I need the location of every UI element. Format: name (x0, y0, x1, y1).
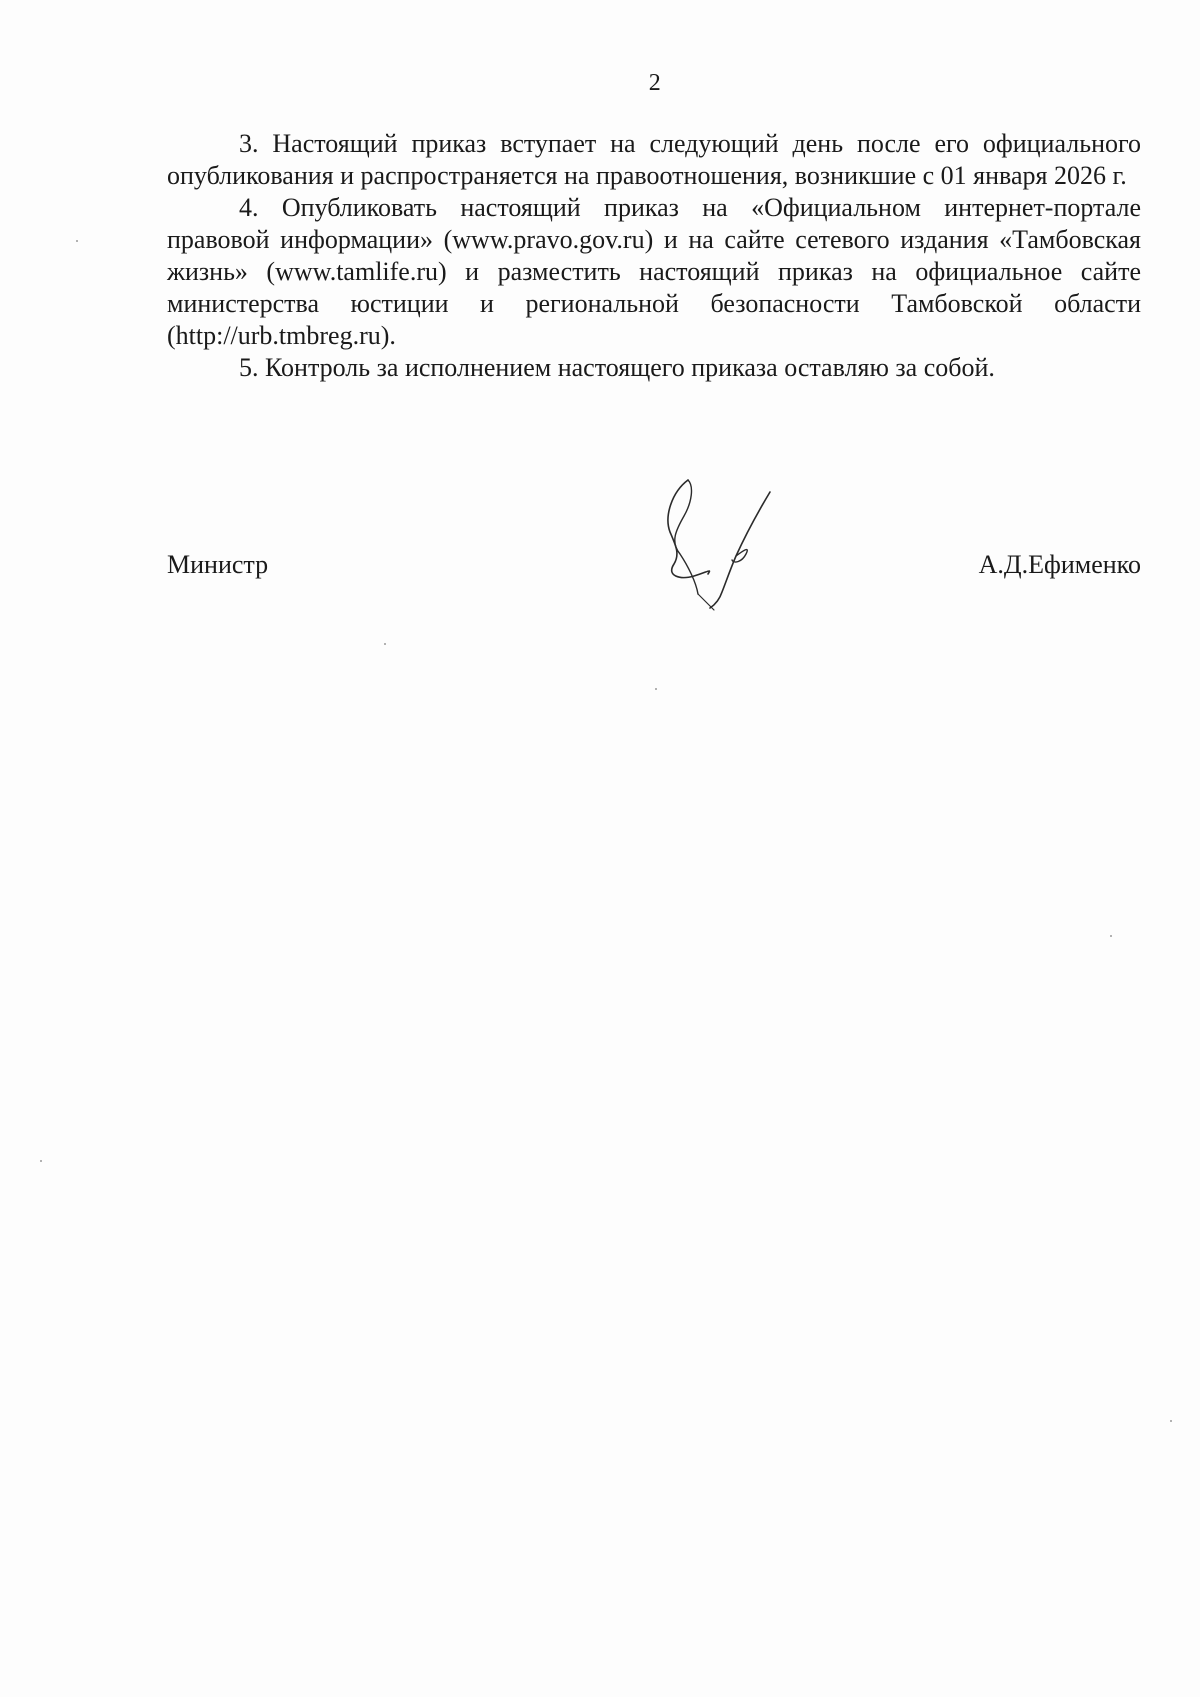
paragraph-control: 5. Контроль за исполнением настоящего приказа оставляю за собой. (239, 353, 995, 382)
scan-speck (76, 240, 78, 242)
paragraph-effective-date: 3. Настоящий приказ вступает на следующий день после его официального опубликования и распространяется на правоотношения, возникшие с 01 января 2026 г. (167, 129, 1141, 190)
document-body (167, 128, 1141, 384)
scan-speck (40, 1160, 42, 1162)
signature-block (167, 545, 1141, 585)
scan-speck (1110, 935, 1112, 937)
paragraph-publication: 4. Опубликовать настоящий приказ на «Официальном интернет-портале правовой информации» (www.pravo.gov.ru) и на сайте сетевого издания «Тамбовская жизнь» (www.tamlife.ru) и разместить настоящий приказ на официальное сайте министерства юстиции и региональной безопасности Тамбовской области (http://urb.tmbreg.ru). (167, 193, 1141, 350)
page-number: 2 (648, 70, 662, 96)
signer-position: Министр (167, 550, 269, 579)
scan-speck (655, 688, 657, 690)
scan-speck (384, 643, 386, 645)
signer-name: А.Д.Ефименко (978, 550, 1141, 579)
handwritten-signature (650, 472, 790, 612)
scan-speck (1170, 1420, 1172, 1422)
